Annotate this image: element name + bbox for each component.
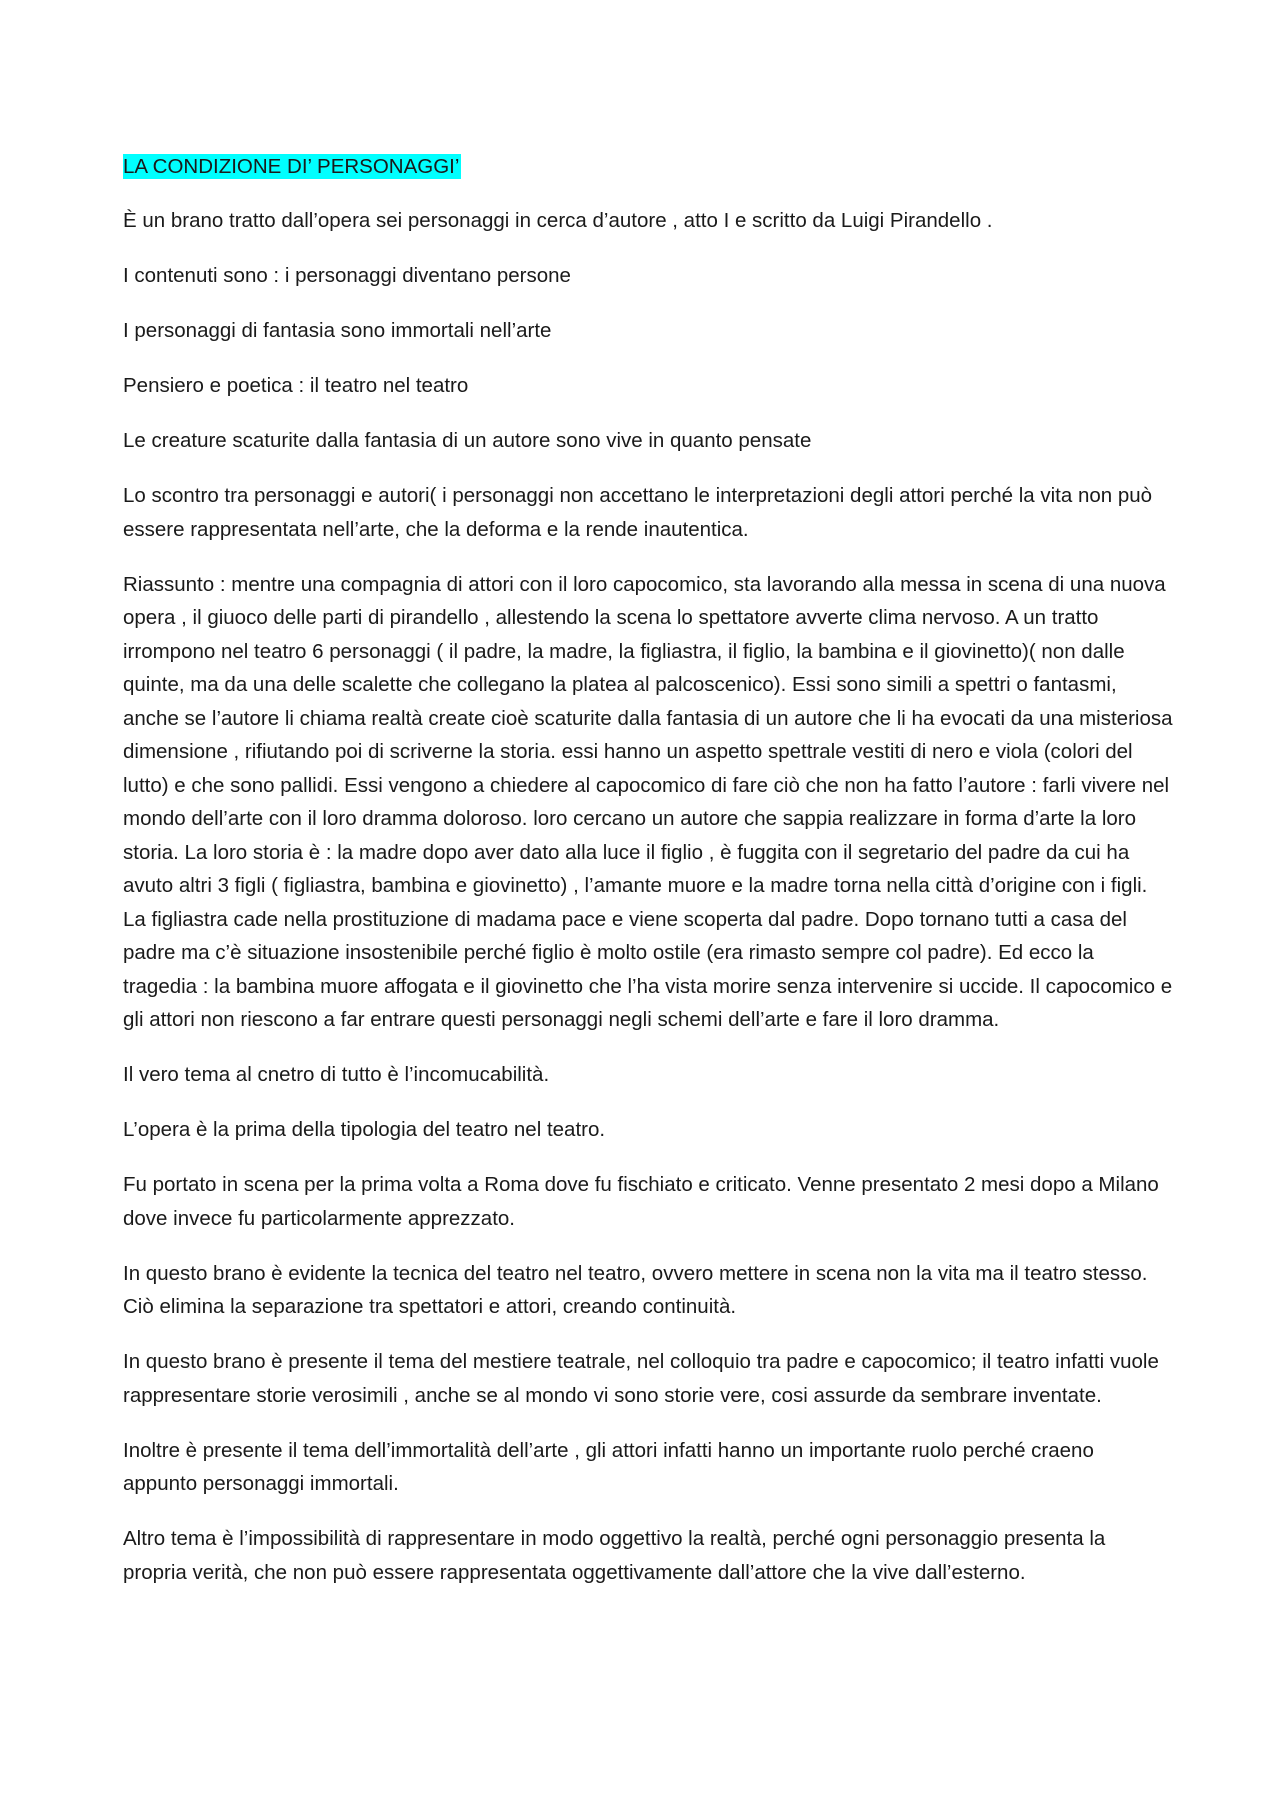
paragraph-summary: Riassunto : mentre una compagnia di attori con il loro capocomico, sta lavorando alla messa in scena di una nuova opera , il giuoco delle parti di pirandello , allestendo la scena lo spettatore avverte clima nervoso. A un tratto irrompono nel teatro 6 personaggi ( il padre, la madre, la figliastra, il figlio, la bambina e il giovinetto)( non dalle quinte, ma da una delle scalette che collegano la platea al palcoscenico). Essi sono simili a spettri o fantasmi, anche se l’autore li chiama realtà create cioè scaturite dalla fantasia di un autore che li ha evocati da una misteriosa dimensione , rifiutando poi di scriverne la storia. essi hanno un aspetto spettrale vestiti di nero e viola (colori del lutto) e che sono pallidi. Essi vengono a chiedere al capocomico di fare ciò che non ha fatto l’autore : farli vivere nel mondo dell’arte con il loro dramma doloroso. loro cercano un autore che sappia realizzare in forma d’arte la loro storia. La loro storia è : la madre dopo aver dato alla luce il figlio , è fuggita con il segretario del padre da cui ha avuto altri 3 figli ( figliastra, bambina e giovinetto) , l’amante muore e la madre torna nella città d’origine con i figli. La figliastra cade nella prostituzione di madama pace e viene scoperta dal padre. Dopo tornano tutti a casa del padre ma c’è situazione insostenibile perché figlio è molto ostile (era rimasto sempre col padre). Ed ecco la tragedia : la bambina muore affogata e il giovinetto che l’ha vista morire senza intervenire si uccide. Il capocomico e gli attori non riescono a far entrare questi personaggi negli schemi dell’arte e fare il loro dramma. [123,572,1173,1031]
paragraph-theme: Il vero tema al cnetro di tutto è l’incomucabilità. [123,1063,550,1086]
paragraph-premiere: Fu portato in scena per la prima volta a Roma dove fu fischiato e criticato. Venne presentato 2 mesi dopo a Milano dove invece fu particolarmente apprezzato. [123,1173,1159,1230]
paragraph-immortality: Inoltre è presente il tema dell’immortalità dell’arte , gli attori infatti hanno un importante ruolo perché craeno appunto personaggi immortali. [123,1438,1094,1495]
paragraph-conflict: Lo scontro tra personaggi e autori( i personaggi non accettano le interpretazioni degli attori perché la vita non può essere rappresentata nell’arte, che la deforma e la rende inautentica. [123,484,1153,541]
document-page [123,150,1173,1611]
paragraph-contents: I contenuti sono : i personaggi diventano persone [123,264,571,287]
paragraph-reality: Altro tema è l’impossibilità di rappresentare in modo oggettivo la realtà, perché ogni personaggio presenta la propria verità, che non può essere rappresentata oggettivamente dall’attore che la vive dall’esterno. [123,1527,1106,1584]
paragraph-creatures: Le creature scaturite dalla fantasia di un autore sono vive in quanto pensate [123,429,812,452]
paragraph-technique: In questo brano è evidente la tecnica del teatro nel teatro, ovvero mettere in scena non la vita ma il teatro stesso. Ciò elimina la separazione tra spettatori e attori, creando continuità. [123,1261,1148,1318]
paragraph-source: È un brano tratto dall’opera sei personaggi in cerca d’autore , atto I e scritto da Luigi Pirandello . [123,209,993,232]
paragraph-poetics: Pensiero e poetica : il teatro nel teatro [123,374,469,397]
paragraph-typology: L’opera è la prima della tipologia del teatro nel teatro. [123,1118,606,1141]
document-title: LA CONDIZIONE DI’ PERSONAGGI’ [123,155,460,178]
paragraph-immortal-characters: I personaggi di fantasia sono immortali nell’arte [123,319,552,342]
title-line [123,150,1173,183]
paragraph-craft: In questo brano è presente il tema del mestiere teatrale, nel colloquio tra padre e capocomico; il teatro infatti vuole rappresentare storie verosimili , anche se al mondo vi sono storie vere, cosi assurde da sembrare inventate. [123,1350,1159,1407]
